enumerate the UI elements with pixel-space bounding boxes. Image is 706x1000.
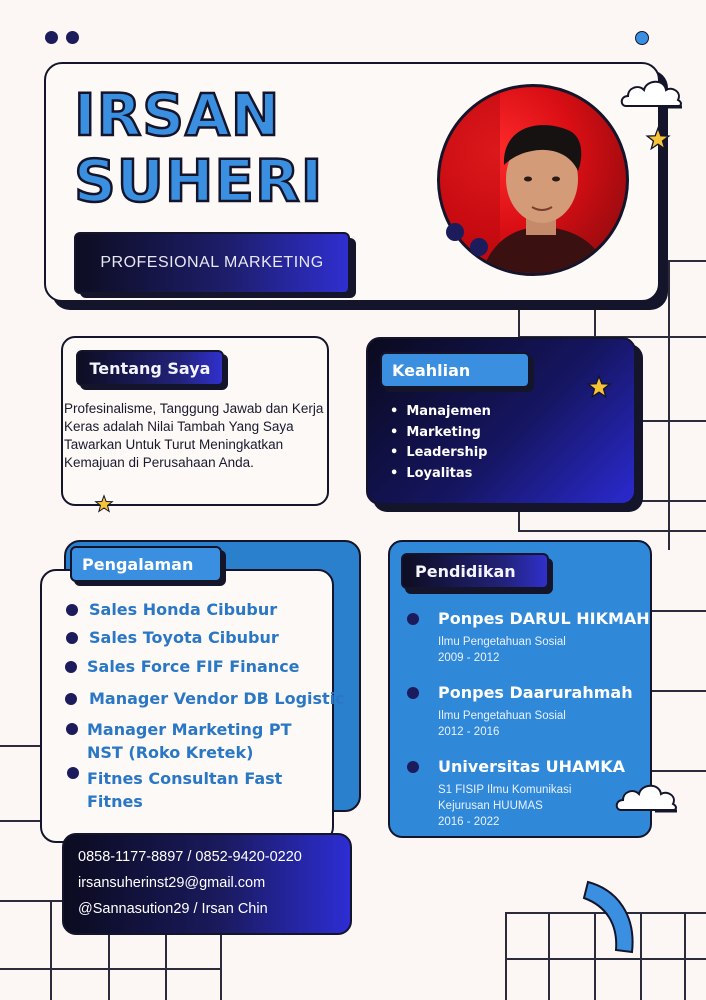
decor-dot-3 bbox=[635, 31, 649, 45]
decor-dot-1 bbox=[45, 31, 58, 44]
experience-item: Manager Marketing PT NST (Roko Kretek) bbox=[87, 720, 292, 762]
skills-list bbox=[390, 402, 491, 484]
skill-item: • Marketing bbox=[390, 423, 491, 444]
experience-item: Sales Force FIF Finance bbox=[87, 657, 300, 676]
education-years: 2012 - 2016 bbox=[438, 726, 500, 738]
education-field: S1 FISIP Ilmu Komunikasi bbox=[438, 784, 572, 796]
education-years: 2016 - 2022 bbox=[438, 816, 500, 828]
decor-dot-2 bbox=[66, 31, 79, 44]
skill-item: • Leadership bbox=[390, 443, 491, 464]
star-icon bbox=[586, 374, 612, 400]
education-years: 2009 - 2012 bbox=[438, 652, 500, 664]
education-bullet bbox=[407, 613, 419, 625]
skill-item: • Loyalitas bbox=[390, 464, 491, 485]
cloud-icon bbox=[620, 76, 684, 110]
decor-dot-photo-1 bbox=[446, 223, 464, 241]
experience-item: Sales Honda Cibubur bbox=[89, 600, 278, 619]
experience-title: Pengalaman bbox=[70, 546, 222, 582]
star-icon bbox=[645, 126, 671, 152]
contact-social: @Sannasution29 / Irsan Chin bbox=[78, 901, 268, 917]
skills-title: Keahlian bbox=[380, 352, 530, 388]
last-name: SUHERI bbox=[74, 147, 324, 215]
education-major: Kejurusan HUUMAS bbox=[438, 800, 543, 812]
experience-item: Manager Vendor DB Logistic bbox=[89, 689, 345, 708]
experience-bullet bbox=[65, 661, 77, 673]
profile-photo bbox=[437, 84, 629, 276]
experience-bullet bbox=[66, 632, 78, 644]
first-name: IRSAN bbox=[74, 81, 281, 149]
experience-bullet bbox=[66, 604, 78, 616]
decor-dot-photo-2 bbox=[470, 238, 488, 256]
education-bullet bbox=[407, 687, 419, 699]
experience-item: Fitnes Consultan Fast Fitnes bbox=[87, 769, 283, 811]
education-school: Ponpes DARUL HIKMAH bbox=[438, 609, 650, 628]
education-bullet bbox=[407, 761, 419, 773]
experience-bullet bbox=[66, 723, 78, 735]
contact-card bbox=[62, 833, 352, 935]
education-field: Ilmu Pengetahuan Sosial bbox=[438, 710, 566, 722]
experience-item: Sales Toyota Cibubur bbox=[89, 628, 279, 647]
arc-decoration-icon bbox=[582, 872, 646, 960]
star-icon bbox=[94, 494, 114, 514]
role-title: PROFESIONAL MARKETING bbox=[74, 232, 350, 294]
about-title: Tentang Saya bbox=[76, 350, 224, 386]
cloud-icon bbox=[614, 780, 680, 814]
education-school: Universitas UHAMKA bbox=[438, 757, 626, 776]
about-text: Profesinalisme, Tanggung Jawab dan Kerja Keras adalah Nilai Tambah Yang Saya Tawarkan Untuk Turut Meningkatkan Kemajuan di Perusahaan Anda. bbox=[64, 401, 324, 470]
person-silhouette-icon bbox=[440, 87, 629, 276]
experience-bullet bbox=[67, 767, 79, 779]
skill-item: • Manajemen bbox=[390, 402, 491, 423]
education-title: Pendidikan bbox=[401, 553, 549, 589]
contact-phone: 0858-1177-8897 / 0852-9420-0220 bbox=[78, 849, 302, 865]
contact-email: irsansuherinst29@gmail.com bbox=[78, 875, 266, 891]
experience-bullet bbox=[65, 693, 77, 705]
education-field: Ilmu Pengetahuan Sosial bbox=[438, 636, 566, 648]
education-school: Ponpes Daarurahmah bbox=[438, 683, 633, 702]
